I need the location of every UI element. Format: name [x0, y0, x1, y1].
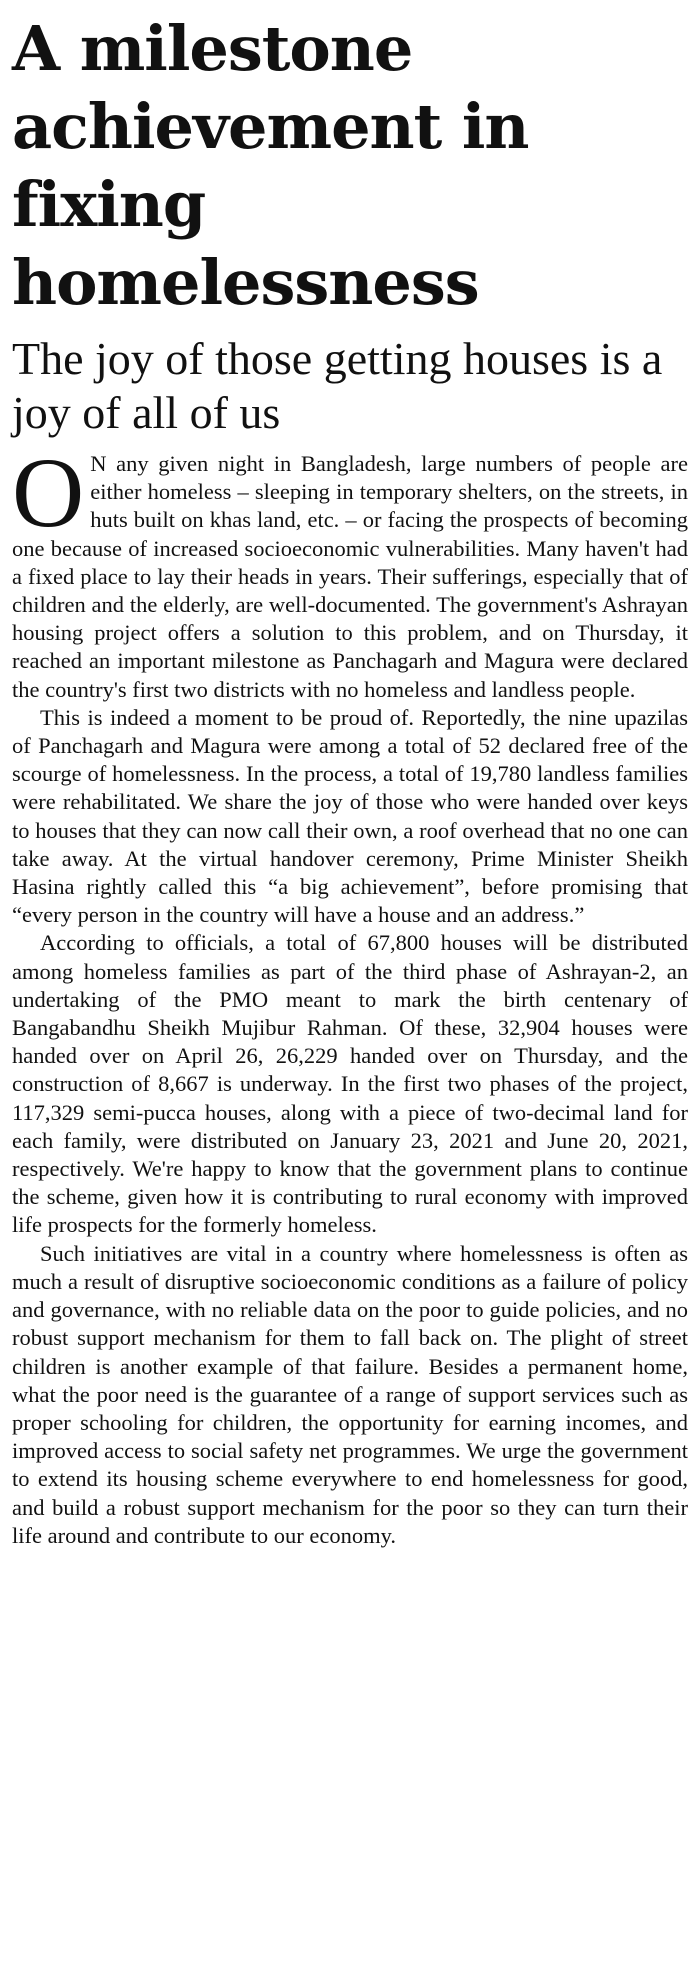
paragraph-1-text: N any given night in Bangladesh, large numbers of people are either homeless – sleeping in temporary shelters, on the streets, in huts built on khas land, etc. – or facing the prospects of becoming one because of increased socioeconomic vulnerabilities. Many haven't had a fixed place to lay their heads in years. Their sufferings, especially that of children and the elderly, are well-documented. The government's Ashrayan housing project offers a solution to this problem, and on Thursday, it reached an important milestone as Panchagarh and Magura were declared the country's first two districts with no homeless and landless people. — [12, 451, 688, 702]
editorial-article — [12, 10, 688, 1550]
headline: A milestone achievement in fixing homelessness — [12, 12, 529, 319]
paragraph-4: Such initiatives are vital in a country where homelessness is often as much a result of disruptive socioeconomic conditions as a failure of policy and governance, with no reliable data on the poor to guide policies, and no robust support mechanism for them to fall back on. The plight of street children is another example of that failure. Besides a permanent home, what the poor need is the guarantee of a range of support services such as proper schooling for children, the opportunity for earning incomes, and improved access to social safety net programmes. We urge the government to extend its housing scheme everywhere to end homelessness for good, and build a robust support mechanism for the poor so they can turn their life around and contribute to our economy. — [12, 1240, 688, 1548]
drop-cap: O — [12, 437, 85, 548]
paragraph-3: According to officials, a total of 67,800 houses will be distributed among homeless families as part of the third phase of Ashrayan-2, an undertaking of the PMO meant to mark the birth centenary of Bangabandhu Sheikh Mujibur Rahman. Of these, 32,904 houses were handed over on April 26, 26,229 handed over on Thursday, and the construction of 8,667 is underway. In the first two phases of the project, 117,329 semi-pucca houses, along with a piece of two-decimal land for each family, were distributed on January 23, 2021 and June 20, 2021, respectively. We're happy to know that the government plans to continue the scheme, given how it is contributing to rural economy with improved life prospects for the formerly homeless. — [12, 930, 688, 1238]
subheadline: The joy of those getting houses is a joy of all of us — [12, 333, 663, 438]
paragraph-2: This is indeed a moment to be proud of. Reportedly, the nine upazilas of Panchagarh and Magura were among a total of 52 declared free of the scourge of homelessness. In the process, a total of 19,780 landless families were rehabilitated. We share the joy of those who were handed over keys to houses that they can now call their own, a roof overhead that no one can take away. At the virtual handover ceremony, Prime Minister Sheikh Hasina rightly called this “a big achievement”, before promising that “every person in the country will have a house and an address.” — [12, 704, 688, 928]
article-body — [12, 437, 688, 1550]
paragraph-1 — [12, 437, 688, 704]
